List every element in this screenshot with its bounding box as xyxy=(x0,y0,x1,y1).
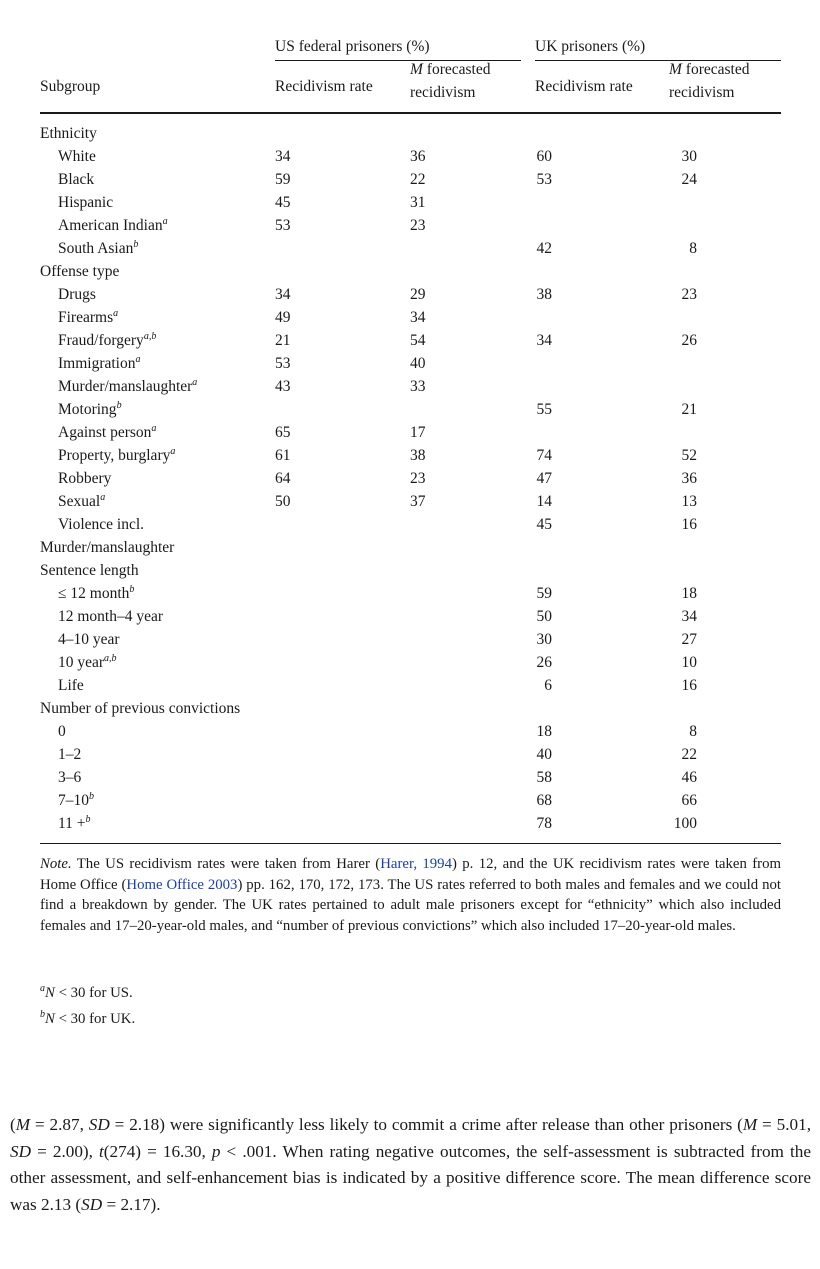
cell-uk-rate: 60 xyxy=(536,148,552,165)
footnote-marker: b xyxy=(129,584,135,595)
row-label-with-marker xyxy=(58,791,94,811)
row-label-with-marker xyxy=(58,400,122,420)
row-label: Firearms xyxy=(58,309,114,326)
section-label: Number of previous convictions xyxy=(40,700,241,717)
cell-uk-forecast: 18 xyxy=(681,585,697,602)
cell-uk-forecast: 52 xyxy=(681,447,697,464)
subgroup-header: Subgroup xyxy=(40,78,101,95)
cell-uk-rate: 34 xyxy=(536,332,552,349)
cell-us-forecast: 37 xyxy=(410,493,426,510)
cell-uk-forecast: 27 xyxy=(681,631,697,648)
row-label: Immigration xyxy=(58,355,136,372)
row-label: 0 xyxy=(58,723,66,740)
row-label: Violence incl. xyxy=(58,516,145,533)
footnote-marker: a xyxy=(151,423,157,434)
cell-uk-rate: 18 xyxy=(536,723,552,740)
cell-us-forecast: 36 xyxy=(410,148,426,165)
row-label: Hispanic xyxy=(58,194,114,211)
us-group-header: US federal prisoners (%) xyxy=(275,38,430,55)
cell-us-rate: 43 xyxy=(275,378,291,395)
us-recidivism-rate-header: Recidivism rate xyxy=(275,78,373,95)
uk-group-header: UK prisoners (%) xyxy=(535,38,646,55)
home-office-citation-link[interactable]: Home Office 2003 xyxy=(126,876,238,893)
cell-uk-rate: 38 xyxy=(536,286,552,303)
row-label: 3–6 xyxy=(58,769,82,786)
footnote-marker: a xyxy=(100,492,106,503)
footnote-marker: b xyxy=(89,791,94,802)
cell-uk-rate: 58 xyxy=(536,769,552,786)
row-label-with-marker xyxy=(58,216,168,236)
cell-us-forecast: 33 xyxy=(410,378,426,395)
cell-uk-rate: 55 xyxy=(536,401,552,418)
cell-us-forecast: 23 xyxy=(410,217,426,234)
section-label: Offense type xyxy=(40,263,120,280)
cell-us-rate: 21 xyxy=(275,332,291,349)
cell-uk-forecast: 23 xyxy=(681,286,697,303)
row-label-with-marker xyxy=(58,492,105,512)
cell-uk-forecast: 21 xyxy=(681,401,697,418)
cell-uk-forecast: 13 xyxy=(681,493,697,510)
row-label: ≤ 12 month xyxy=(58,585,130,602)
footnote-marker: a xyxy=(113,308,119,319)
cell-us-rate: 34 xyxy=(275,148,291,165)
uk-forecast-header: M forecasted xyxy=(669,61,750,78)
section-label: Ethnicity xyxy=(40,125,97,142)
header-bottom-rule xyxy=(40,112,781,114)
cell-uk-rate: 30 xyxy=(536,631,552,648)
cell-uk-rate: 47 xyxy=(536,470,552,487)
row-label: Fraud/forgery xyxy=(58,332,144,349)
cell-uk-forecast: 16 xyxy=(681,516,697,533)
row-label-with-marker xyxy=(58,354,141,374)
cell-us-rate: 64 xyxy=(275,470,291,487)
footnote-marker: a xyxy=(170,446,176,457)
cell-us-rate: 49 xyxy=(275,309,291,326)
footnote-marker: a,b xyxy=(143,331,157,342)
row-label-with-marker xyxy=(58,814,91,834)
cell-uk-forecast: 8 xyxy=(689,723,697,740)
row-label-with-marker xyxy=(58,377,197,397)
cell-uk-rate: 42 xyxy=(536,240,552,257)
cell-us-forecast: 29 xyxy=(410,286,426,303)
uk-recidivism-rate-header: Recidivism rate xyxy=(535,78,633,95)
cell-us-rate: 45 xyxy=(275,194,291,211)
note-label: Note. xyxy=(40,856,72,872)
row-label: Murder/manslaughter xyxy=(58,378,193,395)
cell-uk-forecast: 26 xyxy=(681,332,697,349)
cell-us-forecast: 38 xyxy=(410,447,426,464)
row-label-with-marker xyxy=(58,331,156,351)
cell-us-forecast: 31 xyxy=(410,194,426,211)
row-label: 4–10 year xyxy=(58,631,120,648)
row-label: Sexual xyxy=(58,493,101,510)
cell-us-rate: 53 xyxy=(275,355,291,372)
harer-citation-link[interactable]: Harer, 1994 xyxy=(380,856,452,872)
cell-us-rate: 65 xyxy=(275,424,291,441)
cell-uk-rate: 40 xyxy=(536,746,552,763)
cell-uk-forecast: 46 xyxy=(681,769,697,786)
cell-us-rate: 53 xyxy=(275,217,291,234)
section-label: Murder/manslaughter xyxy=(40,539,175,556)
row-label: American Indian xyxy=(58,217,163,234)
row-label-with-marker xyxy=(58,423,156,443)
footnote-marker: a,b xyxy=(104,653,117,664)
cell-uk-rate: 68 xyxy=(536,792,552,809)
cell-us-forecast: 40 xyxy=(410,355,426,372)
row-label-with-marker xyxy=(58,584,134,604)
cell-uk-forecast: 22 xyxy=(681,746,697,763)
row-label: 1–2 xyxy=(58,746,82,763)
row-label: 7–10 xyxy=(58,792,89,809)
cell-us-rate: 61 xyxy=(275,447,291,464)
row-label-with-marker xyxy=(58,446,175,466)
footnote-b: $^b$N < 30 for UK. xyxy=(40,1009,136,1027)
footnote-marker: a xyxy=(162,216,168,227)
row-label: White xyxy=(58,148,96,165)
cell-uk-forecast: 36 xyxy=(681,470,697,487)
body-paragraph: (M = 2.87, SD = 2.18) were significantly less likely to commit a crime after release than other prisoners (M = 5.01, SD = 2.00), t(274) = 16.30, p < .001. When rating negative outcomes, the self-assessment is subtracted from the other assessment, and self-enhancement bias is indicated by a positive difference score. The mean difference score was 2.13 (SD = 2.17). xyxy=(10,1115,811,1214)
cell-us-rate: 34 xyxy=(275,286,291,303)
cell-uk-rate: 26 xyxy=(536,654,552,671)
row-label-with-marker xyxy=(58,653,117,673)
cell-us-forecast: 34 xyxy=(410,309,426,326)
row-label: Against person xyxy=(58,424,152,441)
cell-uk-rate: 45 xyxy=(536,516,552,533)
cell-us-rate: 59 xyxy=(275,171,291,188)
cell-us-forecast: 17 xyxy=(410,424,426,441)
cell-us-forecast: 23 xyxy=(410,470,426,487)
footnote-marker: b xyxy=(133,239,139,250)
cell-uk-rate: 53 xyxy=(536,171,552,188)
us-forecast-header: M forecasted xyxy=(410,61,491,78)
cell-uk-forecast: 24 xyxy=(681,171,697,188)
section-label: Sentence length xyxy=(40,562,139,579)
row-label-with-marker xyxy=(58,308,118,328)
row-label: 12 month–4 year xyxy=(58,608,164,625)
table-note: Note. The US recidivism rates were taken from Harer (Harer, 1994) p. 12, and the UK recidivism rates were taken from Home Office (Home Office 2003) pp. 162, 170, 172, 173. The US rates referred to both males and females and we could not find a breakdown by gender. The UK rates pertained to adult male prisoners except for “ethnicity” which also included females and 17–20-year-old males, and “number of previous convictions” which also included 17–20-year-old males. xyxy=(40,856,782,934)
cell-uk-forecast: 34 xyxy=(681,608,697,625)
cell-uk-forecast: 100 xyxy=(673,815,697,832)
cell-uk-forecast: 10 xyxy=(681,654,697,671)
cell-us-forecast: 54 xyxy=(410,332,426,349)
footnote-marker: a xyxy=(192,377,198,388)
row-label-with-marker xyxy=(58,239,138,259)
row-label: Motoring xyxy=(58,401,117,418)
row-label: Robbery xyxy=(58,470,112,487)
footnote-a: $^a$N < 30 for US. xyxy=(40,983,133,1001)
us-forecast-header-line2: recidivism xyxy=(410,84,476,101)
footnote-marker: b xyxy=(116,400,122,411)
cell-uk-rate: 74 xyxy=(536,447,552,464)
uk-forecast-header-line2: recidivism xyxy=(669,84,735,101)
cell-uk-rate: 59 xyxy=(536,585,552,602)
row-label: South Asian xyxy=(58,240,134,257)
cell-uk-forecast: 30 xyxy=(681,148,697,165)
row-label: Drugs xyxy=(58,286,96,303)
row-label: Life xyxy=(58,677,84,694)
cell-uk-rate: 50 xyxy=(536,608,552,625)
cell-uk-rate: 14 xyxy=(536,493,552,510)
cell-us-forecast: 22 xyxy=(410,171,426,188)
cell-uk-forecast: 8 xyxy=(689,240,697,257)
cell-uk-forecast: 16 xyxy=(681,677,697,694)
cell-uk-rate: 6 xyxy=(544,677,552,694)
row-label: Property, burglary xyxy=(58,447,171,464)
cell-us-rate: 50 xyxy=(275,493,291,510)
cell-uk-forecast: 66 xyxy=(681,792,697,809)
table-bottom-rule xyxy=(40,843,781,844)
row-label: 10 year xyxy=(58,654,105,671)
row-label: 11 + xyxy=(58,815,86,832)
footnote-marker: b xyxy=(85,814,91,825)
cell-uk-rate: 78 xyxy=(536,815,552,832)
row-label: Black xyxy=(58,171,95,188)
footnote-marker: a xyxy=(135,354,141,365)
